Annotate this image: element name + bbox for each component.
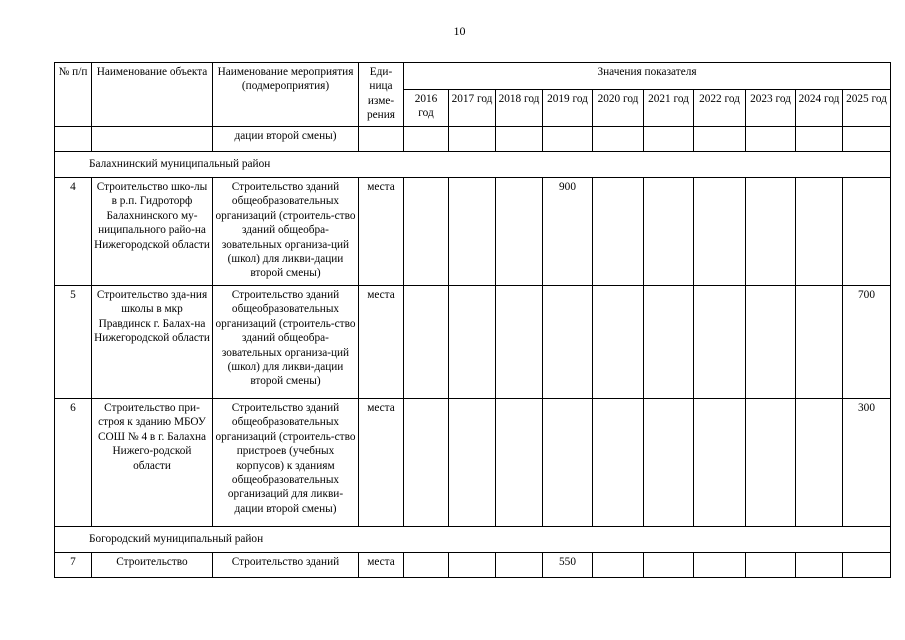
cell-value	[746, 553, 796, 578]
cell-event: дации второй смены)	[213, 127, 359, 152]
cell-value	[644, 553, 694, 578]
cell-event: Строительство зданий общеобразовательных организаций (строитель-ство зданий общеобра-зовательных организа-ций (школ) для ликви-дации второй смены)	[213, 286, 359, 399]
cell-unit: места	[359, 553, 404, 578]
cell-event: Строительство зданий общеобразовательных организаций (строитель-ство пристроев (учебных корпусов) к зданиям общеобразовательных организаций для ликви-дации второй смены)	[213, 399, 359, 527]
cell-value	[496, 286, 543, 399]
header-year: 2022 год	[694, 90, 746, 127]
cell-value	[694, 286, 746, 399]
header-year: 2016 год	[404, 90, 449, 127]
cell-value	[746, 127, 796, 152]
cell-value	[496, 178, 543, 286]
cell-value	[694, 178, 746, 286]
header-year: 2020 год	[593, 90, 644, 127]
region-row	[55, 152, 891, 178]
region-row	[55, 527, 891, 553]
cell-object: Строительство	[92, 553, 213, 578]
cell-value	[796, 553, 843, 578]
cell-value	[496, 399, 543, 527]
cell-value	[694, 553, 746, 578]
table-row	[55, 286, 891, 399]
header-object: Наименование объекта	[92, 63, 213, 127]
table-row	[55, 553, 891, 578]
cell-value	[746, 399, 796, 527]
cell-value	[449, 553, 496, 578]
cell-value	[593, 178, 644, 286]
cell-value	[644, 286, 694, 399]
cell-value	[593, 553, 644, 578]
cell-event: Строительство зданий общеобразовательных организаций (строитель-ство зданий общеобра-зовательных организа-ций (школ) для ликви-дации второй смены)	[213, 178, 359, 286]
cell-value	[694, 399, 746, 527]
header-year: 2021 год	[644, 90, 694, 127]
cell-value	[496, 127, 543, 152]
cell-event: Строительство зданий	[213, 553, 359, 578]
header-year: 2019 год	[543, 90, 593, 127]
cell-value: 900	[543, 178, 593, 286]
cell-value	[843, 553, 891, 578]
cell-value	[404, 286, 449, 399]
cell-value: 550	[543, 553, 593, 578]
header-row-1	[55, 63, 891, 90]
cell-num: 7	[55, 553, 92, 578]
cell-unit: места	[359, 178, 404, 286]
header-unit: Еди-ница изме-рения	[359, 63, 404, 127]
cell-num: 4	[55, 178, 92, 286]
cell-value	[543, 127, 593, 152]
cell-value	[644, 178, 694, 286]
cell-value	[843, 127, 891, 152]
header-values-group: Значения показателя	[404, 63, 891, 90]
header-year: 2023 год	[746, 90, 796, 127]
cell-num	[55, 127, 92, 152]
region-name: Богородский муниципальный район	[55, 527, 891, 553]
header-num: № п/п	[55, 63, 92, 127]
header-year: 2018 год	[496, 90, 543, 127]
cell-value	[449, 286, 496, 399]
cell-value	[593, 127, 644, 152]
indicator-table	[54, 62, 891, 578]
cell-object: Строительство шко-лы в р.п. Гидроторф Балахнинского му-ниципального райо-на Нижегородской области	[92, 178, 213, 286]
cell-value: 300	[843, 399, 891, 527]
table-row	[55, 399, 891, 527]
cell-object: Строительство при-строя к зданию МБОУ СОШ № 4 в г. Балахна Нижего-родской области	[92, 399, 213, 527]
cell-value	[796, 399, 843, 527]
cell-unit	[359, 127, 404, 152]
cell-value	[449, 127, 496, 152]
continuation-row	[55, 127, 891, 152]
cell-value	[404, 127, 449, 152]
cell-value: 700	[843, 286, 891, 399]
cell-value	[843, 178, 891, 286]
cell-unit: места	[359, 286, 404, 399]
cell-object	[92, 127, 213, 152]
cell-unit: места	[359, 399, 404, 527]
cell-value	[543, 399, 593, 527]
cell-num: 5	[55, 286, 92, 399]
cell-value	[404, 553, 449, 578]
cell-num: 6	[55, 399, 92, 527]
cell-value	[496, 553, 543, 578]
header-year: 2024 год	[796, 90, 843, 127]
cell-value	[644, 127, 694, 152]
page-number: 10	[453, 24, 466, 38]
header-year: 2017 год	[449, 90, 496, 127]
cell-object: Строительство зда-ния школы в мкр Правдинск г. Балах-на Нижегородской области	[92, 286, 213, 399]
cell-value	[449, 399, 496, 527]
cell-value	[746, 286, 796, 399]
cell-value	[796, 286, 843, 399]
cell-value	[543, 286, 593, 399]
cell-value	[449, 178, 496, 286]
region-name: Балахнинский муниципальный район	[55, 152, 891, 178]
cell-value	[404, 178, 449, 286]
header-event: Наименование мероприятия (подмероприятия)	[213, 63, 359, 127]
cell-value	[404, 399, 449, 527]
cell-value	[796, 127, 843, 152]
cell-value	[593, 286, 644, 399]
cell-value	[694, 127, 746, 152]
cell-value	[593, 399, 644, 527]
cell-value	[796, 178, 843, 286]
header-year: 2025 год	[843, 90, 891, 127]
cell-value	[746, 178, 796, 286]
table-row	[55, 178, 891, 286]
cell-value	[644, 399, 694, 527]
